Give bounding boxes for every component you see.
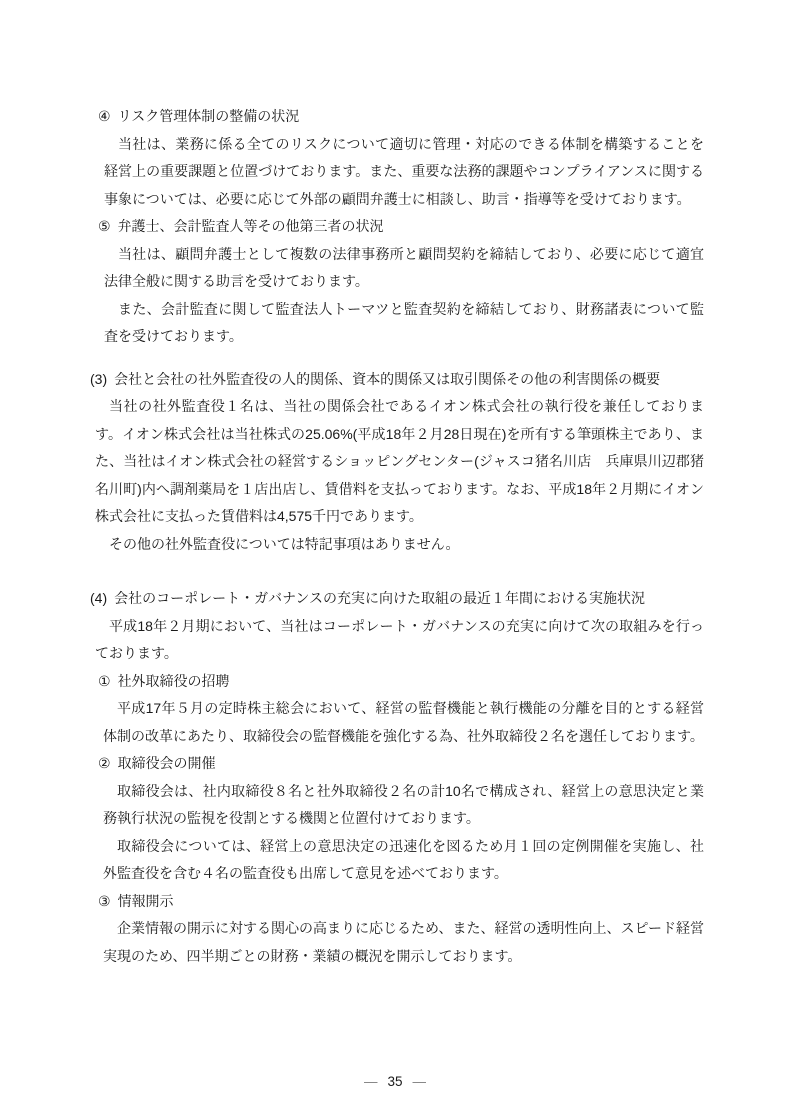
item-risk-management xyxy=(98,103,704,213)
page-number: 35 xyxy=(387,1074,403,1089)
paragraph: 当社の社外監査役１名は、当社の関係会社であるイオン株式会社の執行役を兼任しております。イオン株式会社は当社株式の25.06%(平成18年２月28日現在)を所有する筆頭株主であり、また、当社はイオン株式会社の経営するショッピングセンター(ジャスコ猪名川店 兵庫県川辺郡猪名川町)内へ調剤薬局を１店出店し、賃借料を支払っております。なお、平成18年２月期にイオン株式会社に支払った賃借料は4,575千円であります。 xyxy=(95,398,704,524)
footer-left-dash: ― xyxy=(363,1074,378,1089)
circled-number-1: ① xyxy=(98,672,111,689)
circled-number-4: ④ xyxy=(98,108,111,124)
item-title-text: 取締役会の開催 xyxy=(117,755,216,771)
item-third-parties-title xyxy=(98,213,704,241)
section-4-intro xyxy=(95,613,704,668)
item-risk-management-body xyxy=(104,131,704,214)
item-title-text: 情報開示 xyxy=(117,892,174,909)
paragraph: 当社は、業務に係る全てのリスクについて適切に管理・対応のできる体制を構築することを経営上の重要課題と位置づけております。また、重要な法務的課題やコンプライアンスに関する事象については、必要に応じて外部の顧問弁護士に相談し、助言・指導等を受けております。 xyxy=(104,135,704,207)
item-information-disclosure-body xyxy=(103,915,704,970)
section-3-title xyxy=(90,366,704,394)
item-outside-directors-body xyxy=(103,695,704,750)
section-3-body xyxy=(95,393,704,558)
item-third-parties-body xyxy=(104,241,704,351)
section-number-3: (3) xyxy=(90,370,108,387)
circled-number-2: ② xyxy=(98,755,111,771)
paragraph: 企業情報の開示に対する関心の高まりに応じるため、また、経営の透明性向上、スピード経営実現のため、四半期ごとの財務・業績の概況を開示しております。 xyxy=(103,920,704,964)
paragraph: 取締役会については、経営上の意思決定の迅速化を図るため月１回の定例開催を実施し、社外監査役を含む４名の監査役も出席して意見を述べております。 xyxy=(103,837,704,881)
item-outside-directors-title xyxy=(98,668,704,696)
section-outside-auditor-relations xyxy=(90,366,704,559)
footer-right-dash: ― xyxy=(412,1074,427,1089)
item-information-disclosure-title xyxy=(98,888,704,916)
section-governance-initiatives xyxy=(90,585,704,970)
page-footer xyxy=(0,1074,790,1090)
section-title-text: 会社のコーポレート・ガバナンスの充実に向けた取組の最近１年間における実施状況 xyxy=(114,590,646,606)
item-third-parties xyxy=(98,213,704,351)
item-information-disclosure xyxy=(98,888,704,971)
circled-number-5: ⑤ xyxy=(98,218,111,234)
section-title-text: 会社と会社の社外監査役の人的関係、資本的関係又は取引関係その他の利害関係の概要 xyxy=(114,370,661,387)
section-number-4: (4) xyxy=(90,590,108,606)
item-outside-directors xyxy=(98,668,704,751)
item-risk-management-title xyxy=(98,103,704,131)
paragraph: 当社は、顧問弁護士として複数の法律事務所と顧問契約を締結しており、必要に応じて適宜法律全般に関する助言を受けております。 xyxy=(104,245,704,289)
page-content xyxy=(90,103,704,970)
item-board-meetings-body xyxy=(103,778,704,888)
item-board-meetings xyxy=(98,750,704,888)
section-4-title xyxy=(90,585,704,613)
paragraph: 平成18年２月期において、当社はコーポレート・ガバナンスの充実に向けて次の取組みを行っております。 xyxy=(95,617,704,661)
item-board-meetings-title xyxy=(98,750,704,778)
paragraph: また、会計監査に関して監査法人トーマツと監査契約を締結しており、財務諸表について監査を受けております。 xyxy=(104,300,704,344)
circled-number-3: ③ xyxy=(98,892,111,909)
item-title-text: リスク管理体制の整備の状況 xyxy=(117,108,300,124)
paragraph: 取締役会は、社内取締役８名と社外取締役２名の計10名で構成され、経営上の意思決定と業務執行状況の監視を役割とする機関と位置付けております。 xyxy=(103,782,704,826)
item-title-text: 社外取締役の招聘 xyxy=(117,672,230,689)
item-title-text: 弁護士、会計監査人等その他第三者の状況 xyxy=(117,218,384,234)
paragraph: 平成17年５月の定時株主総会において、経営の監督機能と執行機能の分離を目的とする経営体制の改革にあたり、取締役会の監督機能を強化する為、社外取締役２名を選任しております。 xyxy=(103,700,704,744)
paragraph: その他の社外監査役については特記事項はありません。 xyxy=(109,535,460,552)
